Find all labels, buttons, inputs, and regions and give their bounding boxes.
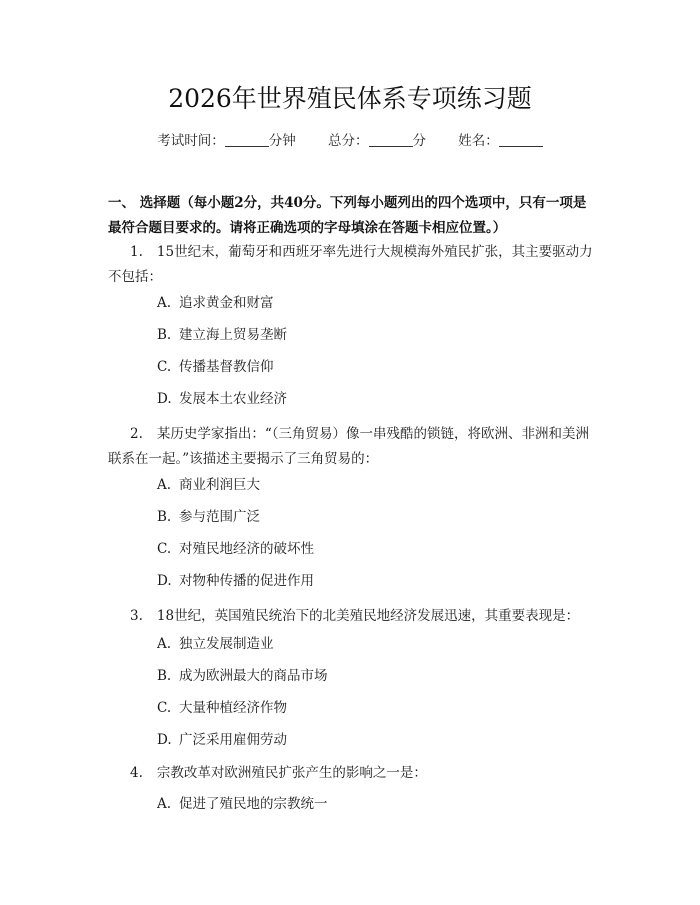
- question-4: [108, 761, 596, 786]
- option-text: 广泛采用雇佣劳动: [179, 732, 287, 748]
- option-3b: [157, 666, 328, 686]
- question-number: 3.: [130, 608, 143, 624]
- question-2: [108, 422, 596, 472]
- time-unit: 分钟: [268, 133, 296, 149]
- score-unit: 分: [412, 133, 426, 149]
- option-1d: [157, 389, 287, 409]
- option-text: 发展本土农业经济: [179, 391, 287, 407]
- option-text: 独立发展制造业: [179, 636, 274, 652]
- option-letter: C.: [157, 541, 172, 557]
- option-letter: D.: [157, 391, 172, 407]
- time-field: [157, 133, 296, 149]
- page-title: 2026年世界殖民体系专项练习题: [168, 84, 532, 113]
- option-letter: A.: [157, 295, 172, 311]
- option-letter: D.: [157, 732, 172, 748]
- name-field: [458, 133, 543, 149]
- option-3a: [157, 634, 274, 654]
- name-blank: [499, 146, 543, 147]
- option-letter: A.: [157, 636, 172, 652]
- option-text: 商业利润巨大: [179, 477, 260, 493]
- option-2c: [157, 539, 314, 559]
- option-letter: A.: [157, 796, 172, 812]
- option-letter: B.: [157, 668, 172, 684]
- score-field: [328, 133, 426, 149]
- option-2a: [157, 475, 260, 495]
- option-3d: [157, 730, 287, 750]
- question-1: [108, 240, 596, 290]
- question-number: 2.: [130, 426, 143, 442]
- question-text: 宗教改革对欧洲殖民扩张产生的影响之一是：: [156, 765, 427, 781]
- question-text: 18世纪，英国殖民统治下的北美殖民地经济发展迅速，其重要表现是：: [156, 608, 580, 624]
- option-letter: D.: [157, 573, 172, 589]
- time-label: 考试时间：: [157, 133, 225, 149]
- option-letter: C.: [157, 359, 172, 375]
- option-1c: [157, 357, 274, 377]
- time-blank: [225, 146, 269, 147]
- section-number: 一、: [108, 195, 135, 211]
- question-number: 1.: [130, 244, 143, 260]
- section-heading: [108, 191, 596, 241]
- name-label: 姓名：: [458, 133, 499, 149]
- option-3c: [157, 698, 287, 718]
- option-letter: A.: [157, 477, 172, 493]
- option-1b: [157, 325, 287, 345]
- option-2d: [157, 571, 314, 591]
- question-3: [108, 604, 596, 629]
- question-number: 4.: [130, 765, 143, 781]
- option-text: 对物种传播的促进作用: [179, 573, 314, 589]
- exam-meta: [0, 131, 700, 151]
- option-text: 大量种植经济作物: [179, 700, 287, 716]
- question-text: 15世纪末，葡萄牙和西班牙率先进行大规模海外殖民扩张，其主要驱动力不包括：: [108, 244, 593, 285]
- section-text: 选择题（每小题2分，共40分。下列每小题列出的四个选项中，只有一项是最符合题目要求的。请将正确选项的字母填涂在答题卡相应位置。）: [108, 195, 587, 236]
- score-blank: [369, 146, 413, 147]
- score-label: 总分：: [328, 133, 369, 149]
- option-4a: [157, 794, 328, 814]
- option-1a: [157, 293, 274, 313]
- option-text: 成为欧洲最大的商品市场: [179, 668, 328, 684]
- option-letter: B.: [157, 509, 172, 525]
- option-text: 传播基督教信仰: [179, 359, 274, 375]
- option-text: 追求黄金和财富: [179, 295, 274, 311]
- option-letter: B.: [157, 327, 172, 343]
- option-text: 建立海上贸易垄断: [179, 327, 287, 343]
- option-text: 参与范围广泛: [179, 509, 260, 525]
- option-text: 对殖民地经济的破坏性: [179, 541, 314, 557]
- option-text: 促进了殖民地的宗教统一: [179, 796, 328, 812]
- question-text: 某历史学家指出：“（三角贸易）像一串残酷的锁链，将欧洲、非洲和美洲联系在一起。”该描述主要揭示了三角贸易的：: [108, 426, 590, 467]
- option-letter: C.: [157, 700, 172, 716]
- option-2b: [157, 507, 260, 527]
